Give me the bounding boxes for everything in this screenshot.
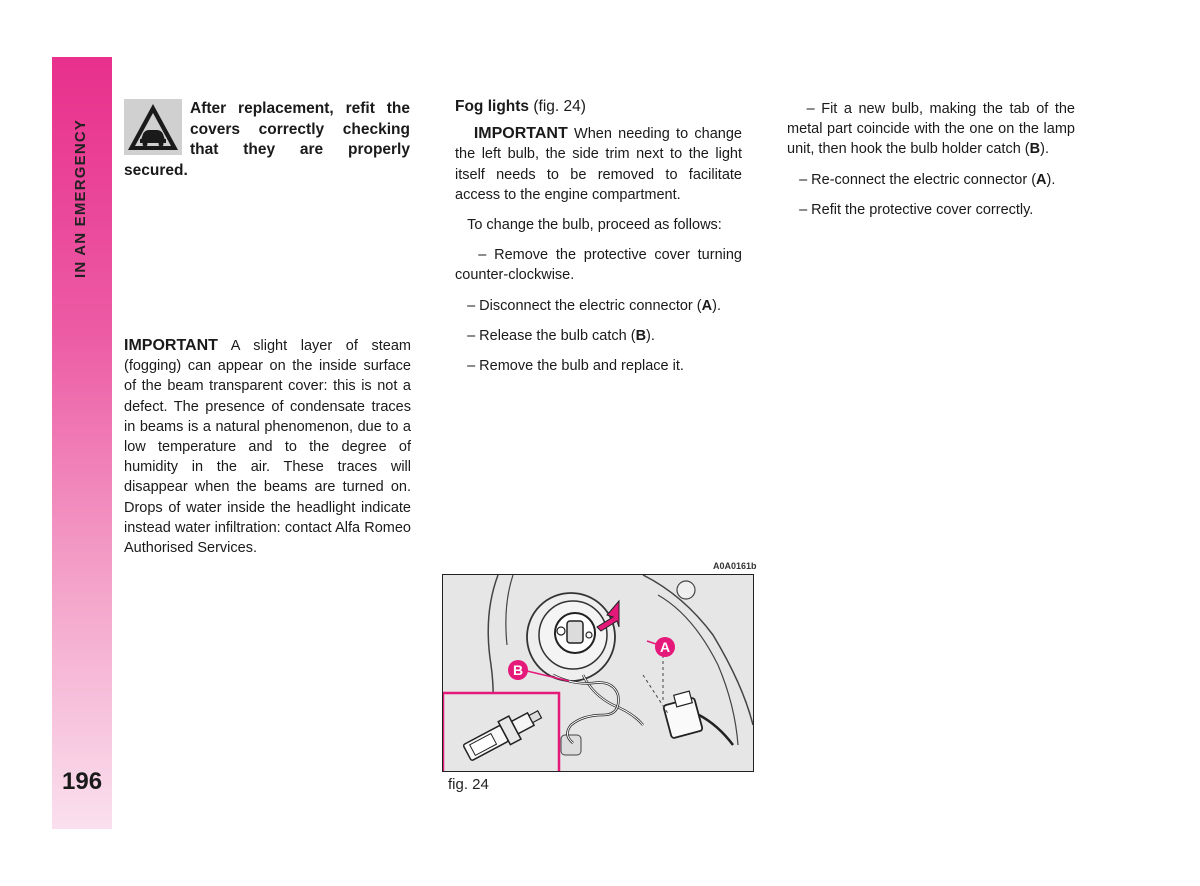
figure-caption: fig. 24	[448, 776, 489, 793]
important-paragraph: IMPORTANT When needing to change the left bulb, the side trim next to the light itself needs to be removed to facilitate access to the engine compartment.	[455, 125, 742, 203]
step-item: – Disconnect the electric connector (A).	[467, 297, 721, 314]
step-item: – Refit the protective cover correctly.	[799, 201, 1034, 218]
fog-light-illustration	[442, 574, 754, 772]
step-item: – Remove the bulb and replace it.	[467, 358, 684, 375]
warning-text: After replacement, refit the covers correctly checking that they are properly secured.	[124, 100, 410, 179]
step-item: – Release the bulb catch (B).	[467, 327, 655, 344]
important-note: IMPORTANT A slight layer of steam (fogging) can appear on the inside surface of the beam transparent cover: this is not a defect. The presence of condensate traces in beams is a natural phenomenon, due to a low temperature and to the degree of humidity in the air. These traces will disappear when the beams are turned on. Drops of water inside the headlight indicate instead water infiltration: contact Alfa Romeo Authorised Services.	[124, 337, 411, 557]
step-item: – Remove the protective cover turning counter-clockwise.	[455, 247, 742, 284]
callout-a: A	[659, 639, 671, 655]
steps-continued	[787, 99, 1075, 230]
step-item: – Fit a new bulb, making the tab of the metal part coincide with the one on the lamp unit, then hook the bulb holder catch (B).	[787, 101, 1075, 158]
callout-b: B	[512, 662, 524, 678]
intro-paragraph: To change the bulb, proceed as follows:	[467, 217, 722, 234]
page-number: 196	[62, 768, 103, 795]
fog-lights-section	[455, 97, 742, 386]
section-heading: Fog lights (fig. 24)	[455, 98, 586, 115]
figure-code: A0A0161b	[713, 561, 757, 571]
step-item: – Re-connect the electric connector (A).	[799, 171, 1056, 188]
section-title: IN AN EMERGENCY	[72, 118, 89, 278]
